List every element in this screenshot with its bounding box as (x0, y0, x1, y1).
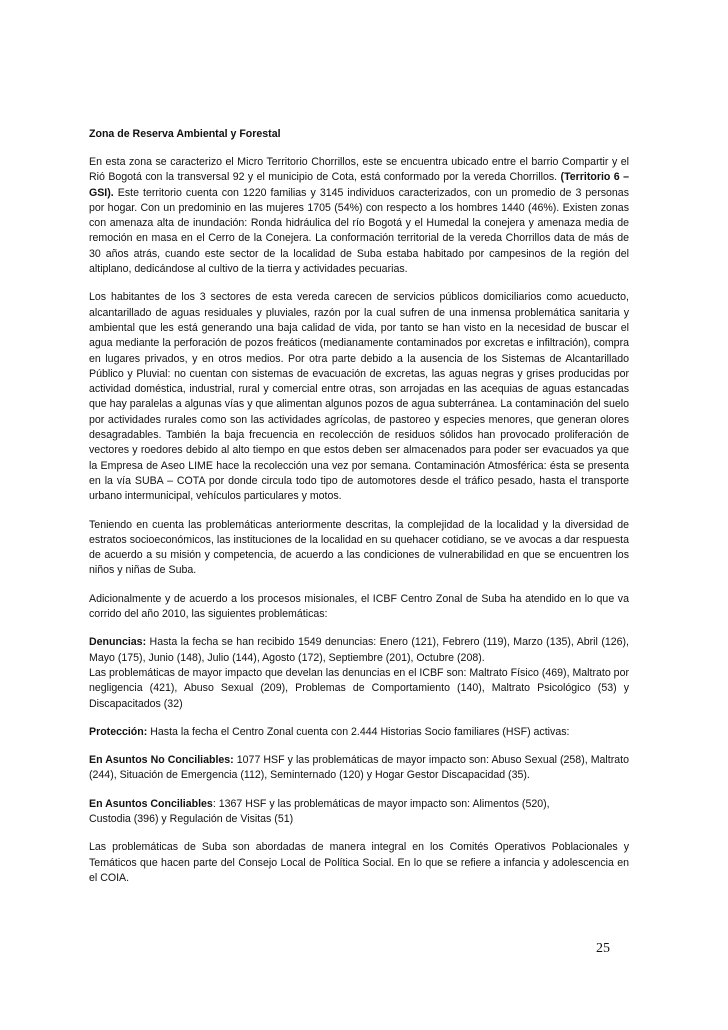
section-heading: Zona de Reserva Ambiental y Forestal (89, 128, 281, 140)
paragraph-territory (89, 155, 629, 277)
paragraph-proteccion (89, 725, 629, 740)
conciliables-label: En Asuntos Conciliables (89, 797, 213, 810)
page-number: 25 (596, 941, 610, 956)
paragraph-final: Las problemáticas de Suba son abordadas de manera integral en los Comités Operativos Poblacionales y Temáticos que hacen parte del Consejo Local de Política Social. En lo que se refiere a infancia y adolescencia en el COIA. (89, 841, 629, 884)
paragraph-conciliables (89, 797, 629, 828)
paragraph-services: Los habitantes de los 3 sectores de esta vereda carecen de servicios públicos domiciliarios como acueducto, alcantarillado de aguas residuales y pluviales, razón por la cual sufren de una inmensa problemática sanitaria y ambiental que les está generando una baja calidad de vida, por tanto se han visto en la necesidad de buscar el agua mediante la perforación de pozos freáticos (medianamente contaminados por excretas e infiltración), compra en lugares privados, y en otros medios. Por otra parte debido a la ausencia de los Sistemas de Alcantarillado Público y Pluvial: no cuentan con sistemas de evacuación de excretas, las aguas negras y grises producidas por actividad doméstica, industrial, rural y comercial entre otras, son arrojadas en las acequias de aguas estancadas que hay paralelas a algunas vías y que alimentan algunos pozos de agua subterránea. La contaminación del suelo por actividades rurales como son las actividades agrícolas, de pastoreo y especies menores, que generan olores desagradables. También la baja frecuencia en recolección de residuos sólidos han provocado proliferación de vectores y roedores debido al alto tiempo en que estos deben ser almacenados para poder ser evacuados ya que la Empresa de Aseo LIME hace la recolección una vez por semana. Contaminación Atmosférica: ésta se presenta en la vía SUBA – COTA por donde circula todo tipo de automotores desde el tráfico pesado, hasta el transporte urbano intermunicipal, vehículos particulares y motos. (89, 291, 629, 503)
paragraph-institutions: Teniendo en cuenta las problemáticas anteriormente descritas, la complejidad de la localidad y la diversidad de estratos socioeconómicos, las instituciones de la localidad en su quehacer cotidiano, se ve avocas a dar respuesta de acuerdo a su misión y competencia, de acuerdo a las condiciones de vulnerabilidad en que se encuentren los niños y niñas de Suba. (89, 518, 629, 577)
proteccion-label: Protección: (89, 725, 148, 738)
denuncias-label: Denuncias: (89, 636, 147, 649)
proteccion-text: Hasta la fecha el Centro Zonal cuenta con 2.444 Historias Socio familiares (HSF) activas: (147, 725, 570, 738)
paragraph-territory-text-cont: Este territorio cuenta con 1220 familias y 3145 individuos caracterizados, con un promedio de 3 personas por hogar. Con un predominio en las mujeres 1705 (54%) con respecto a los hombres 1440 (46%). Existen zonas con amenaza alta de inundación: Ronda hidráulica del río Bogotá y el Humedal la conejera y amenaza media de remoción en masa en el Cerro de la Conejera. La conformación territorial de la vereda Chorrillos data de más de 30 años atrás, cuando este sector de la localidad de Suba estaba habitado por campesinos de la región del altiplano, dedicándose al cultivo de la tierra y actividades pecuarias. (89, 186, 629, 276)
document-body (89, 127, 629, 899)
paragraph-no-conciliables (89, 753, 629, 784)
territory-label: (Territorio 6 – GSI). (89, 171, 630, 199)
paragraph-icbf: Adicionalmente y de acuerdo a los procesos misionales, el ICBF Centro Zonal de Suba ha atendido en lo que va corrido del año 2010, las siguientes problemáticas: (89, 592, 629, 621)
paragraph-territory-text: En esta zona se caracterizo el Micro Territorio Chorrillos, este se encuentra ubicado entre el barrio Compartir y el Rió Bogotá con la transversal 92 y el municipio de Cota, está conformado por la vereda Chorrillos. (89, 156, 629, 184)
denuncias-text: Hasta la fecha se han recibido 1549 denuncias: Enero (121), Febrero (119), Marzo (135), Abril (126), Mayo (175), Junio (148), Julio (144), Agosto (172), Septiembre (201), Octubre (208). (89, 636, 629, 664)
no-conciliables-label: En Asuntos No Conciliables: (89, 754, 234, 767)
denuncias-text-cont: Las problemáticas de mayor impacto que develan las denuncias en el ICBF son: Maltrato Físico (469), Maltrato por negligencia (421), Abuso Sexual (209), Problemas de Comportamiento (140), Maltrato Psicológico (53) y Discapacitados (32) (89, 666, 629, 710)
no-conciliables-text: 1077 HSF y las problemáticas de mayor impacto son: Abuso Sexual (258), Maltrato (244), Situación de Emergencia (112), Seminternado (120) y Hogar Gestor Discapacidad (35). (89, 754, 629, 782)
conciliables-text: : 1367 HSF y las problemáticas de mayor impacto son: Alimentos (520), (212, 797, 550, 810)
paragraph-denuncias (89, 635, 629, 711)
conciliables-text-cont: Custodia (396) y Regulación de Visitas (51) (89, 812, 294, 825)
